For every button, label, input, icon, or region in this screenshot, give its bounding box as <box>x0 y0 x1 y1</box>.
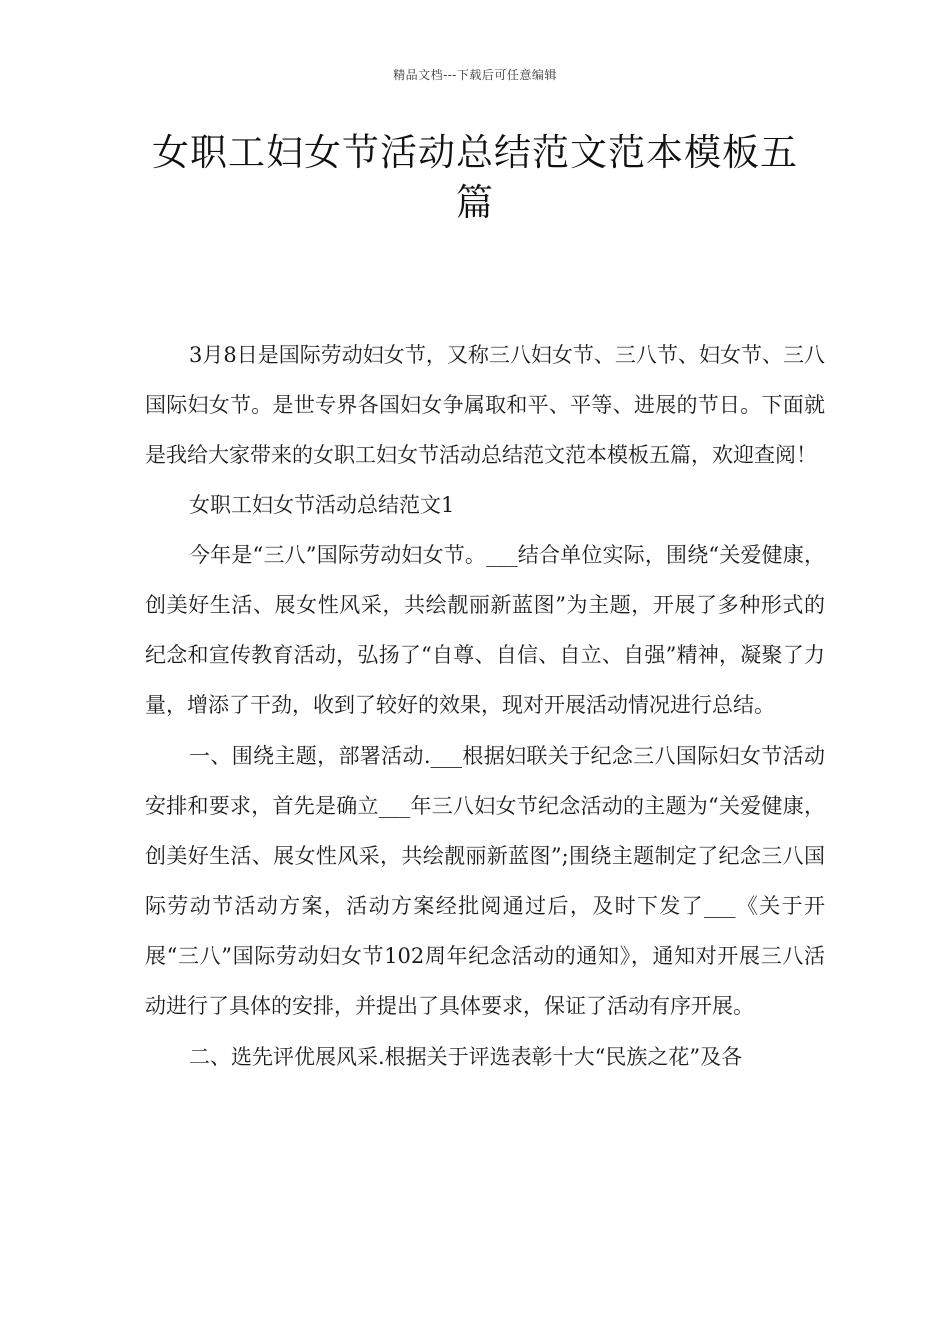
section-heading: 女职工妇女节活动总结范文1 <box>189 493 455 517</box>
body-paragraph: 一、围绕主题，部署活动.___根据妇联关于纪念三八国际妇女节活动安排和要求，首先是确立___年三八妇女节纪念活动的主题为“关爱健康，创美好生活、展女性风采，共绘靓丽新蓝图”;围绕主题制定了纪念三八国际劳动节活动方案，活动方案经批阅通过后，及时下发了___《关于开展“三八”国际劳动妇女节102周年纪念活动的通知》，通知对开展三八活动进行了具体的安排，并提出了具体要求，保证了活动有序开展。 <box>145 744 825 1018</box>
document-title: 女职工妇女节活动总结范文范本模板五篇 <box>152 131 798 224</box>
document-body <box>145 330 825 1082</box>
intro-paragraph: 3月8日是国际劳动妇女节，又称三八妇女节、三八节、妇女节、三八国际妇女节。是世专界各国妇女争属取和平、平等、进展的节日。下面就是我给大家带来的女职工妇女节活动总结范文范本模板五篇，欢迎查阅！ <box>145 343 825 467</box>
body-paragraph: 今年是“三八”国际劳动妇女节。___结合单位实际，围绕“关爱健康，创美好生活、展女性风采，共绘靓丽新蓝图”为主题，开展了多种形式的纪念和宣传教育活动，弘扬了“自尊、自信、自立、自强”精神，凝聚了力量，增添了干劲，收到了较好的效果，现对开展活动情况进行总结。 <box>145 543 825 717</box>
header-note: 精品文档---下载后可任意编辑 <box>393 68 557 82</box>
body-paragraph: 二、选先评优展风采.根据关于评选表彰十大“民族之花”及各 <box>189 1045 743 1069</box>
